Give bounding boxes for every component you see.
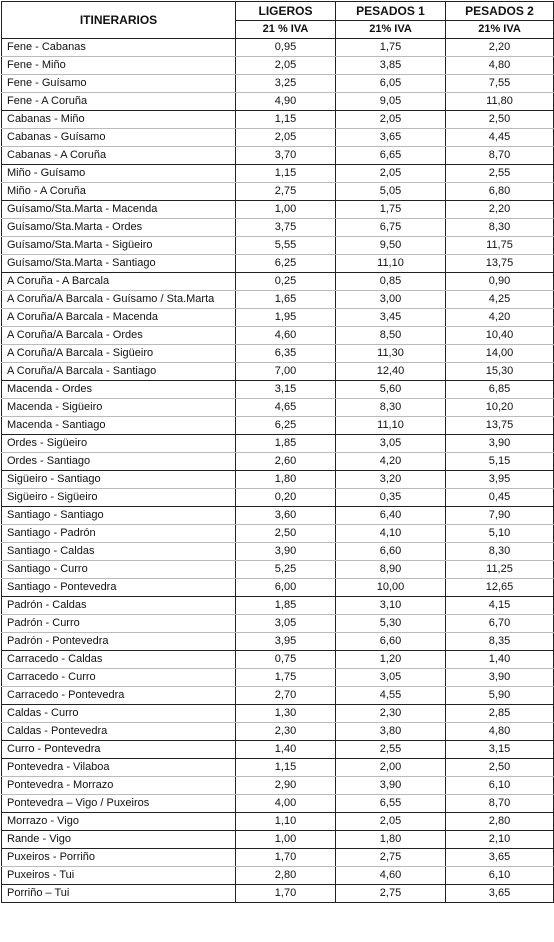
pesados2-cell: 3,15 bbox=[446, 741, 554, 759]
pesados1-cell: 2,55 bbox=[336, 741, 446, 759]
table-row bbox=[2, 129, 554, 147]
pesados1-cell: 5,60 bbox=[336, 381, 446, 399]
pesados2-cell: 10,20 bbox=[446, 399, 554, 417]
pesados1-cell: 3,00 bbox=[336, 291, 446, 309]
table-row bbox=[2, 291, 554, 309]
route-cell: Santiago - Pontevedra bbox=[2, 579, 236, 597]
pesados1-cell: 3,05 bbox=[336, 669, 446, 687]
ligeros-cell: 2,80 bbox=[236, 867, 336, 885]
route-cell: Miño - A Coruña bbox=[2, 183, 236, 201]
route-cell: Macenda - Santiago bbox=[2, 417, 236, 435]
pesados1-cell: 6,65 bbox=[336, 147, 446, 165]
table-row bbox=[2, 111, 554, 129]
table-row bbox=[2, 93, 554, 111]
route-cell: Fene - Guísamo bbox=[2, 75, 236, 93]
table-row bbox=[2, 363, 554, 381]
route-cell: Carracedo - Curro bbox=[2, 669, 236, 687]
pesados1-cell: 2,30 bbox=[336, 705, 446, 723]
pesados2-cell: 8,70 bbox=[446, 147, 554, 165]
pesados1-cell: 1,75 bbox=[336, 39, 446, 57]
pesados2-cell: 2,55 bbox=[446, 165, 554, 183]
pesados2-cell: 4,15 bbox=[446, 597, 554, 615]
pesados2-cell: 8,30 bbox=[446, 543, 554, 561]
pesados1-cell: 2,75 bbox=[336, 849, 446, 867]
pesados1-header: PESADOS 1 bbox=[336, 2, 446, 21]
table-row bbox=[2, 183, 554, 201]
table-row bbox=[2, 201, 554, 219]
table-row bbox=[2, 327, 554, 345]
ligeros-cell: 5,55 bbox=[236, 237, 336, 255]
pesados1-cell: 2,05 bbox=[336, 165, 446, 183]
table-row bbox=[2, 813, 554, 831]
route-cell: Caldas - Curro bbox=[2, 705, 236, 723]
route-cell: Padrón - Caldas bbox=[2, 597, 236, 615]
pesados1-cell: 3,80 bbox=[336, 723, 446, 741]
pesados1-cell: 2,05 bbox=[336, 813, 446, 831]
ligeros-cell: 3,05 bbox=[236, 615, 336, 633]
ligeros-cell: 2,05 bbox=[236, 129, 336, 147]
pesados1-cell: 6,05 bbox=[336, 75, 446, 93]
pesados2-cell: 8,30 bbox=[446, 219, 554, 237]
ligeros-cell: 7,00 bbox=[236, 363, 336, 381]
ligeros-cell: 1,10 bbox=[236, 813, 336, 831]
table-row bbox=[2, 57, 554, 75]
ligeros-cell: 6,25 bbox=[236, 417, 336, 435]
pesados1-cell: 4,20 bbox=[336, 453, 446, 471]
pesados1-cell: 5,05 bbox=[336, 183, 446, 201]
pesados2-cell: 3,95 bbox=[446, 471, 554, 489]
ligeros-cell: 6,25 bbox=[236, 255, 336, 273]
route-cell: Padrón - Curro bbox=[2, 615, 236, 633]
ligeros-cell: 2,60 bbox=[236, 453, 336, 471]
ligeros-cell: 2,30 bbox=[236, 723, 336, 741]
route-cell: A Coruña/A Barcala - Guísamo / Sta.Marta bbox=[2, 291, 236, 309]
ligeros-cell: 1,30 bbox=[236, 705, 336, 723]
ligeros-cell: 2,50 bbox=[236, 525, 336, 543]
table-row bbox=[2, 633, 554, 651]
pesados2-cell: 11,25 bbox=[446, 561, 554, 579]
route-cell: Macenda - Ordes bbox=[2, 381, 236, 399]
ligeros-cell: 4,90 bbox=[236, 93, 336, 111]
route-cell: Macenda - Sigüeiro bbox=[2, 399, 236, 417]
ligeros-cell: 2,90 bbox=[236, 777, 336, 795]
ligeros-cell: 1,70 bbox=[236, 849, 336, 867]
route-cell: Santiago - Santiago bbox=[2, 507, 236, 525]
pesados2-cell: 10,40 bbox=[446, 327, 554, 345]
route-cell: Cabanas - Miño bbox=[2, 111, 236, 129]
pesados1-cell: 8,90 bbox=[336, 561, 446, 579]
route-cell: Puxeiros - Porriño bbox=[2, 849, 236, 867]
pesados1-cell: 6,60 bbox=[336, 633, 446, 651]
ligeros-cell: 2,05 bbox=[236, 57, 336, 75]
pesados1-cell: 3,65 bbox=[336, 129, 446, 147]
table-row bbox=[2, 309, 554, 327]
pesados2-cell: 8,35 bbox=[446, 633, 554, 651]
table-row bbox=[2, 489, 554, 507]
ligeros-cell: 1,00 bbox=[236, 201, 336, 219]
pesados2-cell: 3,90 bbox=[446, 669, 554, 687]
route-cell: Sigüeiro - Santiago bbox=[2, 471, 236, 489]
route-cell: Ordes - Sigüeiro bbox=[2, 435, 236, 453]
route-cell: Carracedo - Pontevedra bbox=[2, 687, 236, 705]
route-cell: Sigüeiro - Sigüeiro bbox=[2, 489, 236, 507]
pesados1-cell: 3,85 bbox=[336, 57, 446, 75]
ligeros-cell: 2,70 bbox=[236, 687, 336, 705]
table-row bbox=[2, 561, 554, 579]
ligeros-cell: 1,40 bbox=[236, 741, 336, 759]
pesados1-cell: 12,40 bbox=[336, 363, 446, 381]
pesados1-cell: 2,05 bbox=[336, 111, 446, 129]
table-row bbox=[2, 687, 554, 705]
table-row bbox=[2, 147, 554, 165]
pesados2-cell: 8,70 bbox=[446, 795, 554, 813]
table-row bbox=[2, 399, 554, 417]
route-cell: A Coruña - A Barcala bbox=[2, 273, 236, 291]
table-row bbox=[2, 795, 554, 813]
table-row bbox=[2, 543, 554, 561]
route-cell: A Coruña/A Barcala - Ordes bbox=[2, 327, 236, 345]
ligeros-cell: 3,25 bbox=[236, 75, 336, 93]
pesados1-cell: 3,20 bbox=[336, 471, 446, 489]
pesados2-cell: 6,85 bbox=[446, 381, 554, 399]
table-row bbox=[2, 273, 554, 291]
table-row bbox=[2, 507, 554, 525]
route-cell: Pontevedra - Vilaboa bbox=[2, 759, 236, 777]
pesados2-cell: 4,20 bbox=[446, 309, 554, 327]
table-row bbox=[2, 741, 554, 759]
route-cell: Fene - A Coruña bbox=[2, 93, 236, 111]
pesados2-cell: 4,25 bbox=[446, 291, 554, 309]
table-row bbox=[2, 345, 554, 363]
route-cell: Pontevedra - Morrazo bbox=[2, 777, 236, 795]
table-row bbox=[2, 777, 554, 795]
pesados2-cell: 1,40 bbox=[446, 651, 554, 669]
pesados1-cell: 4,55 bbox=[336, 687, 446, 705]
table-row bbox=[2, 435, 554, 453]
pesados2-cell: 6,80 bbox=[446, 183, 554, 201]
pesados2-cell: 5,90 bbox=[446, 687, 554, 705]
table-row bbox=[2, 471, 554, 489]
route-cell: Guísamo/Sta.Marta - Sigüeiro bbox=[2, 237, 236, 255]
route-cell: Carracedo - Caldas bbox=[2, 651, 236, 669]
ligeros-cell: 1,65 bbox=[236, 291, 336, 309]
pesados1-cell: 10,00 bbox=[336, 579, 446, 597]
table-row bbox=[2, 525, 554, 543]
pesados1-cell: 1,80 bbox=[336, 831, 446, 849]
ligeros-cell: 3,95 bbox=[236, 633, 336, 651]
pesados2-cell: 4,80 bbox=[446, 57, 554, 75]
table-row bbox=[2, 165, 554, 183]
table-row bbox=[2, 39, 554, 57]
pesados1-cell: 2,75 bbox=[336, 885, 446, 903]
table-row bbox=[2, 669, 554, 687]
pesados1-cell: 6,40 bbox=[336, 507, 446, 525]
table-row bbox=[2, 453, 554, 471]
route-cell: Porriño – Tui bbox=[2, 885, 236, 903]
pesados1-cell: 1,75 bbox=[336, 201, 446, 219]
pesados1-cell: 4,60 bbox=[336, 867, 446, 885]
pesados1-cell: 9,50 bbox=[336, 237, 446, 255]
ligeros-cell: 1,95 bbox=[236, 309, 336, 327]
pesados1-cell: 8,30 bbox=[336, 399, 446, 417]
ligeros-cell: 3,70 bbox=[236, 147, 336, 165]
table-row bbox=[2, 579, 554, 597]
pesados1-cell: 3,90 bbox=[336, 777, 446, 795]
pesados2-cell: 3,65 bbox=[446, 849, 554, 867]
table-row bbox=[2, 75, 554, 93]
pesados2-cell: 11,80 bbox=[446, 93, 554, 111]
route-cell: A Coruña/A Barcala - Santiago bbox=[2, 363, 236, 381]
pesados2-cell: 0,90 bbox=[446, 273, 554, 291]
ligeros-cell: 2,75 bbox=[236, 183, 336, 201]
pesados2-cell: 2,80 bbox=[446, 813, 554, 831]
ligeros-cell: 1,15 bbox=[236, 111, 336, 129]
route-cell: Miño - Guísamo bbox=[2, 165, 236, 183]
pesados2-cell: 13,75 bbox=[446, 417, 554, 435]
table-row bbox=[2, 615, 554, 633]
pesados1-cell: 11,10 bbox=[336, 255, 446, 273]
pesados1-cell: 1,20 bbox=[336, 651, 446, 669]
route-cell: Guísamo/Sta.Marta - Macenda bbox=[2, 201, 236, 219]
pesados2-cell: 12,65 bbox=[446, 579, 554, 597]
ligeros-cell: 1,85 bbox=[236, 597, 336, 615]
pesados2-cell: 14,00 bbox=[446, 345, 554, 363]
pesados1-cell: 6,55 bbox=[336, 795, 446, 813]
route-cell: Guísamo/Sta.Marta - Santiago bbox=[2, 255, 236, 273]
table-row bbox=[2, 885, 554, 903]
ligeros-cell: 4,60 bbox=[236, 327, 336, 345]
toll-rates-table bbox=[1, 1, 554, 903]
route-cell: Santiago - Curro bbox=[2, 561, 236, 579]
pesados2-cell: 13,75 bbox=[446, 255, 554, 273]
route-cell: Puxeiros - Tui bbox=[2, 867, 236, 885]
pesados1-cell: 0,85 bbox=[336, 273, 446, 291]
route-cell: Morrazo - Vigo bbox=[2, 813, 236, 831]
pesados2-cell: 4,45 bbox=[446, 129, 554, 147]
route-cell: Guísamo/Sta.Marta - Ordes bbox=[2, 219, 236, 237]
pesados1-iva-header: 21% IVA bbox=[336, 21, 446, 39]
ligeros-cell: 1,15 bbox=[236, 165, 336, 183]
table-row bbox=[2, 831, 554, 849]
pesados2-cell: 6,10 bbox=[446, 777, 554, 795]
ligeros-cell: 1,15 bbox=[236, 759, 336, 777]
route-cell: Pontevedra – Vigo / Puxeiros bbox=[2, 795, 236, 813]
table-row bbox=[2, 237, 554, 255]
pesados1-cell: 11,30 bbox=[336, 345, 446, 363]
pesados2-cell: 2,50 bbox=[446, 759, 554, 777]
route-cell: Santiago - Caldas bbox=[2, 543, 236, 561]
pesados2-cell: 5,15 bbox=[446, 453, 554, 471]
pesados1-cell: 3,45 bbox=[336, 309, 446, 327]
pesados1-cell: 8,50 bbox=[336, 327, 446, 345]
pesados1-cell: 9,05 bbox=[336, 93, 446, 111]
route-cell: Cabanas - A Coruña bbox=[2, 147, 236, 165]
ligeros-cell: 0,75 bbox=[236, 651, 336, 669]
route-cell: A Coruña/A Barcala - Macenda bbox=[2, 309, 236, 327]
pesados1-cell: 11,10 bbox=[336, 417, 446, 435]
ligeros-cell: 5,25 bbox=[236, 561, 336, 579]
pesados2-cell: 7,55 bbox=[446, 75, 554, 93]
table-row bbox=[2, 417, 554, 435]
table-row bbox=[2, 705, 554, 723]
pesados1-cell: 5,30 bbox=[336, 615, 446, 633]
ligeros-cell: 1,80 bbox=[236, 471, 336, 489]
pesados2-cell: 6,10 bbox=[446, 867, 554, 885]
pesados2-cell: 2,20 bbox=[446, 201, 554, 219]
ligeros-cell: 3,90 bbox=[236, 543, 336, 561]
pesados2-cell: 2,20 bbox=[446, 39, 554, 57]
route-cell: A Coruña/A Barcala - Sigüeiro bbox=[2, 345, 236, 363]
ligeros-cell: 1,85 bbox=[236, 435, 336, 453]
ligeros-iva-header: 21 % IVA bbox=[236, 21, 336, 39]
table-row bbox=[2, 597, 554, 615]
table-body bbox=[2, 39, 554, 903]
pesados2-cell: 3,90 bbox=[446, 435, 554, 453]
ligeros-cell: 3,60 bbox=[236, 507, 336, 525]
route-cell: Ordes - Santiago bbox=[2, 453, 236, 471]
pesados2-cell: 2,10 bbox=[446, 831, 554, 849]
pesados2-cell: 6,70 bbox=[446, 615, 554, 633]
ligeros-cell: 0,20 bbox=[236, 489, 336, 507]
pesados1-cell: 4,10 bbox=[336, 525, 446, 543]
pesados2-cell: 7,90 bbox=[446, 507, 554, 525]
pesados1-cell: 6,60 bbox=[336, 543, 446, 561]
pesados1-cell: 6,75 bbox=[336, 219, 446, 237]
table-row bbox=[2, 849, 554, 867]
pesados2-cell: 4,80 bbox=[446, 723, 554, 741]
table-row bbox=[2, 867, 554, 885]
table-row bbox=[2, 651, 554, 669]
pesados1-cell: 3,05 bbox=[336, 435, 446, 453]
pesados2-cell: 2,85 bbox=[446, 705, 554, 723]
ligeros-cell: 0,25 bbox=[236, 273, 336, 291]
route-cell: Caldas - Pontevedra bbox=[2, 723, 236, 741]
ligeros-cell: 6,35 bbox=[236, 345, 336, 363]
ligeros-cell: 3,15 bbox=[236, 381, 336, 399]
table-row bbox=[2, 759, 554, 777]
table-row bbox=[2, 219, 554, 237]
pesados1-cell: 3,10 bbox=[336, 597, 446, 615]
ligeros-cell: 4,00 bbox=[236, 795, 336, 813]
ligeros-cell: 4,65 bbox=[236, 399, 336, 417]
route-cell: Fene - Cabanas bbox=[2, 39, 236, 57]
ligeros-header: LIGEROS bbox=[236, 2, 336, 21]
pesados1-cell: 2,00 bbox=[336, 759, 446, 777]
table-header bbox=[2, 2, 554, 39]
route-cell: Cabanas - Guísamo bbox=[2, 129, 236, 147]
route-cell: Rande - Vigo bbox=[2, 831, 236, 849]
pesados2-cell: 3,65 bbox=[446, 885, 554, 903]
route-cell: Padrón - Pontevedra bbox=[2, 633, 236, 651]
pesados1-cell: 0,35 bbox=[336, 489, 446, 507]
ligeros-cell: 1,00 bbox=[236, 831, 336, 849]
route-cell: Santiago - Padrón bbox=[2, 525, 236, 543]
pesados2-cell: 0,45 bbox=[446, 489, 554, 507]
pesados2-cell: 11,75 bbox=[446, 237, 554, 255]
ligeros-cell: 6,00 bbox=[236, 579, 336, 597]
table-row bbox=[2, 255, 554, 273]
ligeros-cell: 0,95 bbox=[236, 39, 336, 57]
pesados2-header: PESADOS 2 bbox=[446, 2, 554, 21]
table-row bbox=[2, 723, 554, 741]
ligeros-cell: 1,70 bbox=[236, 885, 336, 903]
route-cell: Fene - Miño bbox=[2, 57, 236, 75]
route-cell: Curro - Pontevedra bbox=[2, 741, 236, 759]
pesados2-cell: 2,50 bbox=[446, 111, 554, 129]
ligeros-cell: 1,75 bbox=[236, 669, 336, 687]
ligeros-cell: 3,75 bbox=[236, 219, 336, 237]
pesados2-cell: 15,30 bbox=[446, 363, 554, 381]
itinerarios-header: ITINERARIOS bbox=[2, 2, 236, 39]
table-row bbox=[2, 381, 554, 399]
pesados2-iva-header: 21% IVA bbox=[446, 21, 554, 39]
pesados2-cell: 5,10 bbox=[446, 525, 554, 543]
